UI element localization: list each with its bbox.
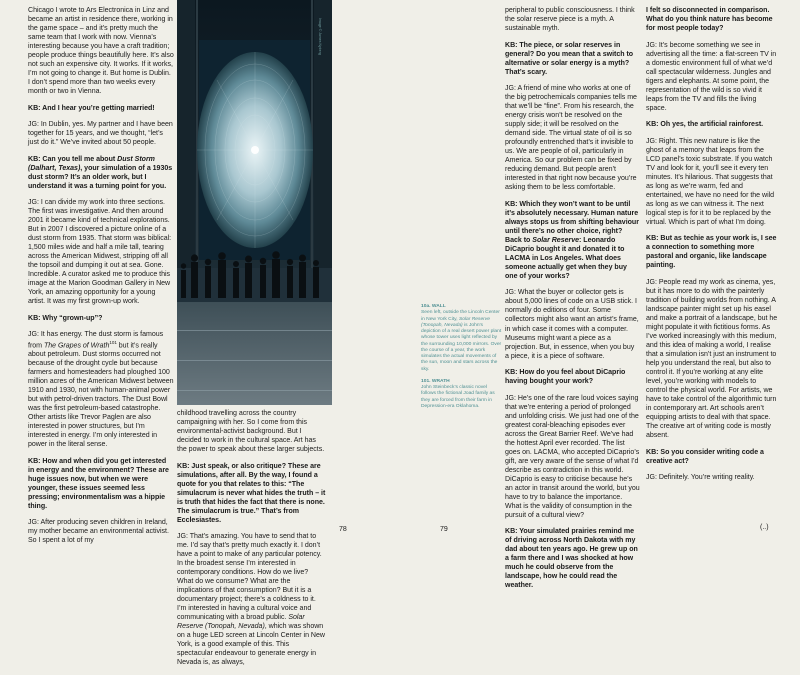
paragraph: JG: What the buyer or collector gets is about 5,000 lines of code on a USB stick. I normally do editions of four. Some collectors might also want an artist’s frame, in which case it comes with a computer. Museums might want a piece as a projection. But, in essence, when you buy a piece, it is a piece of software. <box>505 289 639 360</box>
caption-text: Seen left, outside the Lincoln Center in New York City, <box>421 310 500 322</box>
paragraph-text: but it’s really about petroleum. Dust storms occurred not because of the drought cycle but because farmers and homesteaders had ploughed 100 million acres of the American Midwest between 1910 and 1930, not with human-animal power but with petrol-driven tractors. The Dust Bowl was the first petroleum-based catastrophe. Other artists like Trevor Paglen are also interested in power structures, but I’m interested in energy. I’m only interested in power in the literal sense. <box>28 341 174 449</box>
artwork-title: Dust Storm (Dalhart, Texas) <box>28 155 155 172</box>
paragraph: JG: It’s become something we see in advertising all the time: a flat-screen TV in a domestic environment full of what we’d call spectacular wilderness. Jungles and tigers and elephants. At some point, the representation of the wild is so vivid it leaps from the TV and fills the living space. <box>646 41 777 112</box>
artwork-title: Solar Reserve <box>532 236 580 244</box>
paragraph-text: JG: That’s amazing. You have to send that to me. I’d say that’s pretty much exactly it. I don’t have a point to make of any particular potency. In the broadest sense I’m interested in contemporary conditions. How do we live? What do we consume? What are the implications of that consumption? But it is a documentary project; there’s a coldness to it. I’m interested in having a cultural voice and communicating with a broad public. <box>177 533 322 622</box>
question-text: : Leonardo DiCaprio bought it and donated it to LACMA in Los Angeles. What does someone actually get when they buy one of your works? <box>505 236 627 280</box>
caption-text: John Steinbeck’s classic novel follows the fictional Joad family as they are forced from their farm in Depression-era Oklahoma. <box>421 385 495 409</box>
paragraph-text: , which was shown on a huge LED screen at Lincoln Center in New York, is a good example of this. This spectacular endeavour to generate energy in Nevada is, as always, <box>177 623 325 667</box>
paragraph: JG: He’s one of the rare loud voices saying that we’re entering a period of prolonged and unfolding crisis. We just had one of the greatest coral-bleaching episodes ever across the Great Barrier Reef. We’ve had the hottest April ever recorded. The list goes on. LACMA, who accepted DiCaprio’s gift, are very aware of the sense of what I’d describe as contradiction in this world. DiCaprio is easy to criticise because he’s an actor in transit around the world, but you have to try to balance the importance. What is the validity of consumption in the pursuit of a cultural view? <box>505 394 640 519</box>
footnote-ref: 101 <box>109 339 117 345</box>
question-text: , your simulation of a 1930s dust storm? It’s an older work, but I understand it was a turning point for you. <box>28 164 173 190</box>
paragraph <box>177 532 326 667</box>
paragraph: Chicago I wrote to Ars Electronica in Linz and became an artist in residence there, working in the game space – and it’s pretty much the same team that I work with now. Vienna’s interesting because you have a craft tradition; people produce things beautifully here. It’s also not such an expensive city. It works. If it works, I’m not going to change it. But home is Dublin. I don’t spend more than two weeks every month or two in Vienna. <box>28 7 174 96</box>
question <box>28 155 174 191</box>
question: KB: How do you feel about DiCaprio having bought your work? <box>505 369 626 386</box>
caption-wall <box>421 304 503 373</box>
article-column-3 <box>505 6 640 598</box>
question-text: KB: Which they won’t want to be until it’s absolutely necessary. Human nature always stops us from shifting behaviour until there’s no other choice, right? Back to <box>505 200 639 244</box>
paragraph: JG: In Dublin, yes. My partner and I have been together for 15 years, and we thought, “let’s just do it.” We’ve invited about 50 people. <box>28 121 173 147</box>
photo-illustration <box>177 0 332 405</box>
paragraph-text: JG: It has energy. The dust storm is famous from <box>28 331 164 349</box>
paragraph: I felt so disconnected in comparison. What do you think nature has become for most people today? <box>646 7 773 33</box>
lincoln-center-photo <box>177 0 332 405</box>
question: KB: How and when did you get interested in energy and the environment? These are huge issues now, but when we were younger, these issues seemed less pressing; environmentalism was a hippie thing. <box>28 457 169 510</box>
book-title: The Grapes of Wrath <box>43 341 110 349</box>
question: KB: So you consider writing code a creative act? <box>646 448 764 465</box>
page-number-left: 78 <box>339 526 347 533</box>
photo-credit: Image © James Nyberg <box>318 18 322 55</box>
artwork-title: Solar Reserve (Tonopah, Nevada) <box>177 614 305 631</box>
question: KB: The piece, or solar reserves in general? Do you mean that a switch to alternative or solar energy is a myth? That’s scary. <box>505 41 634 76</box>
paragraph: JG: Definitely. You’re writing reality. <box>646 474 755 482</box>
question: KB: But as techie as your work is, I see a connection to something more pastoral and organic, like landscape painting. <box>646 235 777 270</box>
question <box>505 200 640 281</box>
paragraph: childhood travelling across the country campaigning with her. So I come from this environmental-activist background. But I decided to work in the cultural space. Art has the power to speak about these larger subjects. <box>177 410 325 454</box>
page-number-right: 79 <box>440 526 448 533</box>
caption-title: 10a. WALL <box>421 304 446 309</box>
continued-marker: (..) <box>760 524 769 531</box>
paragraph: JG: I can divide my work into three sections. The first was investigative. And then around 2001 it became kind of technical explorations. But in 2007 I discovered a picture online of a dust storm from 1935. That storm was biblical: 1,500 miles wide and half a mile tall, tearing across the American Midwest, stripping off all the topsoil and dumping it out at sea. Gone. Incredible. A curator asked me to produce this image at the Marion Goodman Gallery in New York, an amazing opportunity for a young artist. It was my first grown-up work. <box>28 199 172 306</box>
paragraph: JG: A friend of mine who works at one of the big petrochemicals companies tells me that we’ll be “fine”. From his research, the energy crisis won’t be resolved on the supply side; it will be resolved on the demand side. The virtual state of oil is so profoundly entrenched that’s it invisible to us. We are people of oil, particularly in America. So our problem can be fixed by reducing demand. But people aren’t interested in that right now because you’re asking them to be less comfortable. <box>505 85 637 192</box>
caption-artwork-title: Solar Reserve (Tonopah, Nevada) <box>421 316 490 328</box>
article-column-2 <box>177 409 326 675</box>
caption-text: is John’s depiction of a real desert power plant whose tower uses light reflected by the surrounding 10,000 mirrors. Over the course of a year, the work simulates the actual movements of the sun, moon and stars across the sky. <box>421 322 502 372</box>
question: KB: And I hear you’re getting married! <box>28 104 155 112</box>
paragraph: JG: People read my work as cinema, yes, but it has more to do with the painterly tradition of building worlds from nothing. A landscape painter might set up his easel and make a portrait of a landscape, but he might populate it with fictitious forms. As I’ve worked increasingly with this medium, and this idea of making a world, I realise that a simulation isn’t just an instrument to help you understand the real, but also to control it. If you’re working at any elite level, you’re working with models to control the physical world. For artists, we have to take control of the algorithmic turn in contemporary art. Art schools aren’t equipping artists to deal with that space. The creative art of writing code is mostly absent. <box>646 278 778 440</box>
paragraph: peripheral to public consciousness. I think the solar reserve piece is a myth. A sustainable myth. <box>505 7 635 33</box>
paragraph: JG: Right. This new nature is like the ghost of a memory that leaps from the LCD panel’s toxic substrate. If you watch TV and look for it, you’ll see it every ten minutes. It’s hilarious. That suggests that as long as we’re warm, fed and entertained, we have no need for the wild as long as we can witness it. The next logical step is for it to be replaced by the virtual. Which is part of what I’m doing. <box>646 137 775 226</box>
question-text: KB: Can you tell me about <box>28 155 118 163</box>
question: KB: Just speak, or also critique? These are simulations, after all. By the way, I found a quote for you that relates to this: “The simulacrum is never what hides the truth – it is truth that hides the fact that there is none. The simulacrum is true.” That’s from Ecclesiastes. <box>177 462 326 524</box>
question: KB: Your simulated prairies remind me of driving across North Dakota with my dad about ten years ago. He grew up on a farm there and I was shocked at how much he could observe from the landscape, how he could read the weather. <box>505 528 638 590</box>
caption-wrath <box>421 379 503 410</box>
paragraph: JG: After producing seven children in Ireland, my mother became an environmental activist. So I spent a lot of my <box>28 519 169 545</box>
photo-caption <box>421 304 503 416</box>
question: KB: Oh yes, the artificial rainforest. <box>646 121 764 129</box>
paragraph <box>28 330 174 449</box>
article-column-4 <box>646 6 778 490</box>
article-column-1 <box>28 6 174 553</box>
caption-title: 101. WRATH <box>421 378 450 384</box>
question: KB: Why “grown-up”? <box>28 314 103 322</box>
